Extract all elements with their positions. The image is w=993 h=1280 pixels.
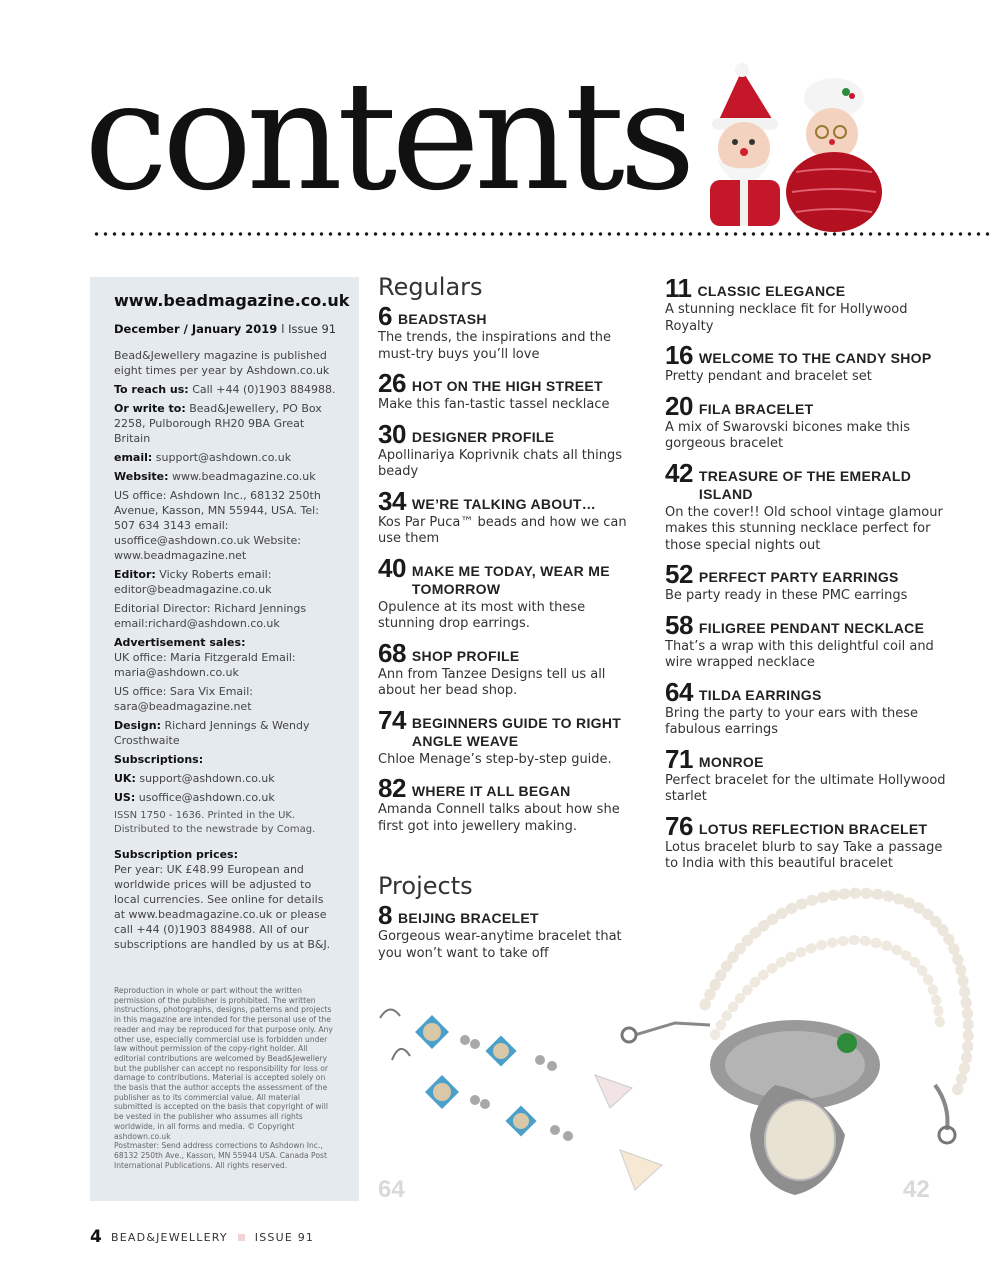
entry-description: Opulence at its most with these stunning drop earrings. — [378, 599, 586, 631]
entry-description: Be party ready in these PMC earrings — [665, 588, 908, 603]
contents-entry[interactable] — [378, 704, 640, 769]
subscription-prices: Per year: UK £48.99 European and worldwide prices will be adjusted to local currencies. See online for details at www.beadmagazine.co.uk or please call +44 (0)1903 884988. All of our subscriptions are handled by us at B&J. — [114, 863, 331, 951]
ad-sales-us: US office: Sara Vix Email: sara@beadmagazine.net — [114, 685, 253, 713]
contents-entry[interactable] — [665, 810, 955, 873]
contents-entry[interactable] — [378, 485, 640, 548]
footer-square-icon — [238, 1234, 245, 1241]
entry-title: HOT ON THE HIGH STREET — [411, 378, 603, 394]
editor-credit: Editor: Vicky Roberts email: editor@beadmagazine.co.uk — [114, 568, 272, 596]
entry-page-number: 8 — [378, 900, 392, 930]
entry-page-number: 68 — [378, 637, 406, 668]
issn-note: ISSN 1750 - 1636. Printed in the UK. Distributed to the newstrade by Comag. — [114, 810, 316, 835]
entry-description: Perfect bracelet for the ultimate Hollywood starlet — [665, 772, 946, 804]
entry-page-number: 58 — [665, 609, 693, 640]
contents-entry[interactable] — [665, 273, 955, 335]
contact-address: Or write to: Bead&Jewellery, PO Box 2258, Pulborough RH20 9BA Great Britain — [114, 402, 322, 445]
subscription-prices-label: Subscription prices: — [114, 848, 239, 861]
publisher-intro: Bead&Jewellery magazine is published eight times per year by Ashdown.co.uk — [114, 349, 330, 377]
entry-description: Ann from Tanzee Designs tell us all about her bead shop. — [378, 666, 606, 698]
entry-title: DESIGNER PROFILE — [411, 428, 555, 445]
entry-page-number: 42 — [665, 457, 693, 488]
santa-figures-photo — [696, 62, 888, 232]
contents-entry[interactable] — [378, 552, 640, 633]
contents-entry[interactable] — [378, 637, 640, 700]
entry-page-number: 16 — [665, 340, 693, 370]
contents-entry[interactable] — [378, 368, 640, 414]
projects-list — [378, 900, 640, 970]
entry-description: Gorgeous wear-anytime bracelet that you won’t want to take off — [378, 929, 622, 961]
entry-title: BEIJING BRACELET — [397, 910, 539, 926]
entry-title: CLASSIC ELEGANCE — [697, 283, 846, 299]
entry-description: Lotus bracelet blurb to say Take a passage to India with this beautiful bracelet — [665, 839, 943, 871]
contact-email: email: support@ashdown.co.uk — [114, 451, 292, 464]
entry-title: MAKE ME TODAY, WEAR ME TOMORROW — [411, 562, 610, 597]
entry-page-number: 6 — [378, 301, 392, 331]
entry-title: PERFECT PARTY EARRINGS — [698, 569, 899, 585]
contents-entry[interactable] — [665, 559, 955, 605]
entry-page-number: 74 — [378, 704, 406, 735]
entry-description: Amanda Connell talks about how she first got into jewellery making. — [378, 802, 620, 834]
contents-entry[interactable] — [378, 900, 640, 962]
contents-entry[interactable] — [378, 301, 640, 363]
entry-description: A stunning necklace fit for Hollywood Royalty — [665, 302, 908, 334]
entry-title: BEGINNERS GUIDE TO RIGHT ANGLE WEAVE — [411, 714, 622, 749]
us-office: US office: Ashdown Inc., 68132 250th Avenue, Kasson, MN 55944, USA. Tel: 507 634 3143 email: usoffice@ashdown.co.uk Website: www.beadmagazine.net — [114, 489, 321, 562]
entry-description: Apollinariya Koprivnik chats all things beady — [378, 447, 623, 479]
contents-entry[interactable] — [665, 390, 955, 453]
regulars-heading: Regulars — [378, 273, 483, 301]
entry-page-number: 64 — [665, 676, 693, 707]
entry-description: Bring the party to your ears with these fabulous earrings — [665, 705, 919, 737]
masthead-sidebar — [90, 277, 359, 1201]
entry-description: Chloe Menage’s step-by-step guide. — [378, 751, 612, 767]
features-list — [665, 273, 955, 881]
entry-title: FILIGREE PENDANT NECKLACE — [698, 619, 925, 636]
entry-description: Pretty pendant and bracelet set — [665, 369, 872, 384]
entry-page-number: 76 — [665, 810, 693, 841]
entry-description: On the cover!! Old school vintage glamour makes this stunning necklace perfect for those special nights out — [665, 504, 943, 553]
entry-description: Kos Par Puca™ beads and how we can use them — [378, 514, 627, 546]
design-credit: Design: Richard Jennings & Wendy Crosthwaite — [114, 719, 310, 747]
editorial-director-credit: Editorial Director: Richard Jennings email:richard@ashdown.co.uk — [114, 602, 307, 630]
page-title: contents — [84, 50, 690, 224]
contents-entry[interactable] — [665, 340, 955, 386]
website-url[interactable]: www.beadmagazine.co.uk — [114, 291, 350, 310]
subscriptions-us: US: usoffice@ashdown.co.uk — [114, 791, 275, 804]
entry-title: TREASURE OF THE EMERALD ISLAND — [698, 467, 912, 502]
entry-description: A mix of Swarovski bicones make this gorgeous bracelet — [665, 419, 911, 451]
issue-label: ISSUE 91 — [254, 1230, 315, 1244]
entry-title: LOTUS REFLECTION BRACELET — [698, 820, 928, 837]
entry-page-number: 82 — [378, 773, 406, 803]
contents-entry[interactable] — [665, 609, 955, 672]
regulars-list — [378, 301, 640, 843]
ad-sales-label: Advertisement sales: — [114, 636, 246, 649]
entry-page-number: 26 — [378, 368, 406, 398]
contents-entry[interactable] — [665, 457, 955, 555]
dotted-divider — [92, 231, 992, 237]
entry-page-number: 40 — [378, 552, 406, 583]
subscriptions-uk: UK: support@ashdown.co.uk — [114, 772, 275, 785]
entry-description: That’s a wrap with this delightful coil and wire wrapped necklace — [665, 638, 934, 670]
entry-page-number: 30 — [378, 418, 406, 449]
projects-heading: Projects — [378, 872, 473, 900]
page-number: 4 — [90, 1227, 104, 1247]
entry-title: TILDA EARRINGS — [698, 686, 822, 703]
contents-entry[interactable] — [665, 676, 955, 739]
entry-title: BEADSTASH — [397, 311, 487, 327]
entry-title: MONROE — [698, 753, 764, 770]
subscriptions-label: Subscriptions: — [114, 753, 204, 766]
entry-title: WHERE IT ALL BEGAN — [411, 783, 571, 799]
issue-number: l Issue 91 — [281, 322, 337, 336]
entry-description: Make this fan-tastic tassel necklace — [378, 397, 610, 412]
contact-website: Website: www.beadmagazine.co.uk — [114, 470, 316, 483]
necklace-photo — [615, 885, 990, 1205]
contents-entry[interactable] — [378, 418, 640, 481]
entry-page-number: 11 — [665, 273, 692, 303]
photo-page-number-right: 42 — [903, 1176, 930, 1203]
issue-info — [114, 322, 337, 336]
postmaster-note: Postmaster: Send address corrections to Ashdown Inc., 68132 250th Ave., Kasson, MN 55944 USA. Canada Post International Publications. All rights reserved. — [114, 1141, 327, 1170]
entry-page-number: 20 — [665, 390, 693, 421]
photo-page-number-left: 64 — [378, 1176, 405, 1203]
entry-description: The trends, the inspirations and the must-try buys you’ll love — [378, 330, 611, 362]
magazine-name: BEAD&JEWELLERY — [111, 1230, 228, 1244]
ad-sales-uk: UK office: Maria Fitzgerald Email: maria@ashdown.co.uk — [114, 651, 296, 679]
entry-title: FILA BRACELET — [698, 400, 814, 417]
issue-date: December / January 2019 — [114, 322, 278, 336]
entry-page-number: 34 — [378, 485, 406, 516]
entry-title: WELCOME TO THE CANDY SHOP — [698, 350, 932, 366]
entry-page-number: 52 — [665, 559, 693, 589]
contact-phone: To reach us: Call +44 (0)1903 884988. — [114, 383, 336, 396]
contents-entry[interactable] — [665, 743, 955, 806]
contents-entry[interactable] — [378, 773, 640, 835]
entry-title: SHOP PROFILE — [411, 647, 520, 664]
legal-notice: Reproduction in whole or part without the written permission of the publisher is prohibited. The written instructions, photographs, designs, patterns and projects in this magazine are intended for the personal use of the reader and may be reproduced for that purpose only. Any other use, especially commercial use is forbidden under law without permission of the copy-right holder. All editorial contributions are welcomed by Bead&Jewellery but the publisher can accept no responsibility for loss or damage to contributions. Material is accepted solely on the basis that the author accepts the assessment of the publisher as to its commercial value. All material submitted is accepted on the basis that copyright of will be vested in the publisher who assumes all rights worldwide, in all forms and media. © Copyright ashdown.co.uk — [114, 986, 333, 1141]
entry-page-number: 71 — [665, 743, 693, 774]
page-footer — [90, 1227, 314, 1247]
entry-title: WE’RE TALKING ABOUT… — [411, 495, 597, 512]
